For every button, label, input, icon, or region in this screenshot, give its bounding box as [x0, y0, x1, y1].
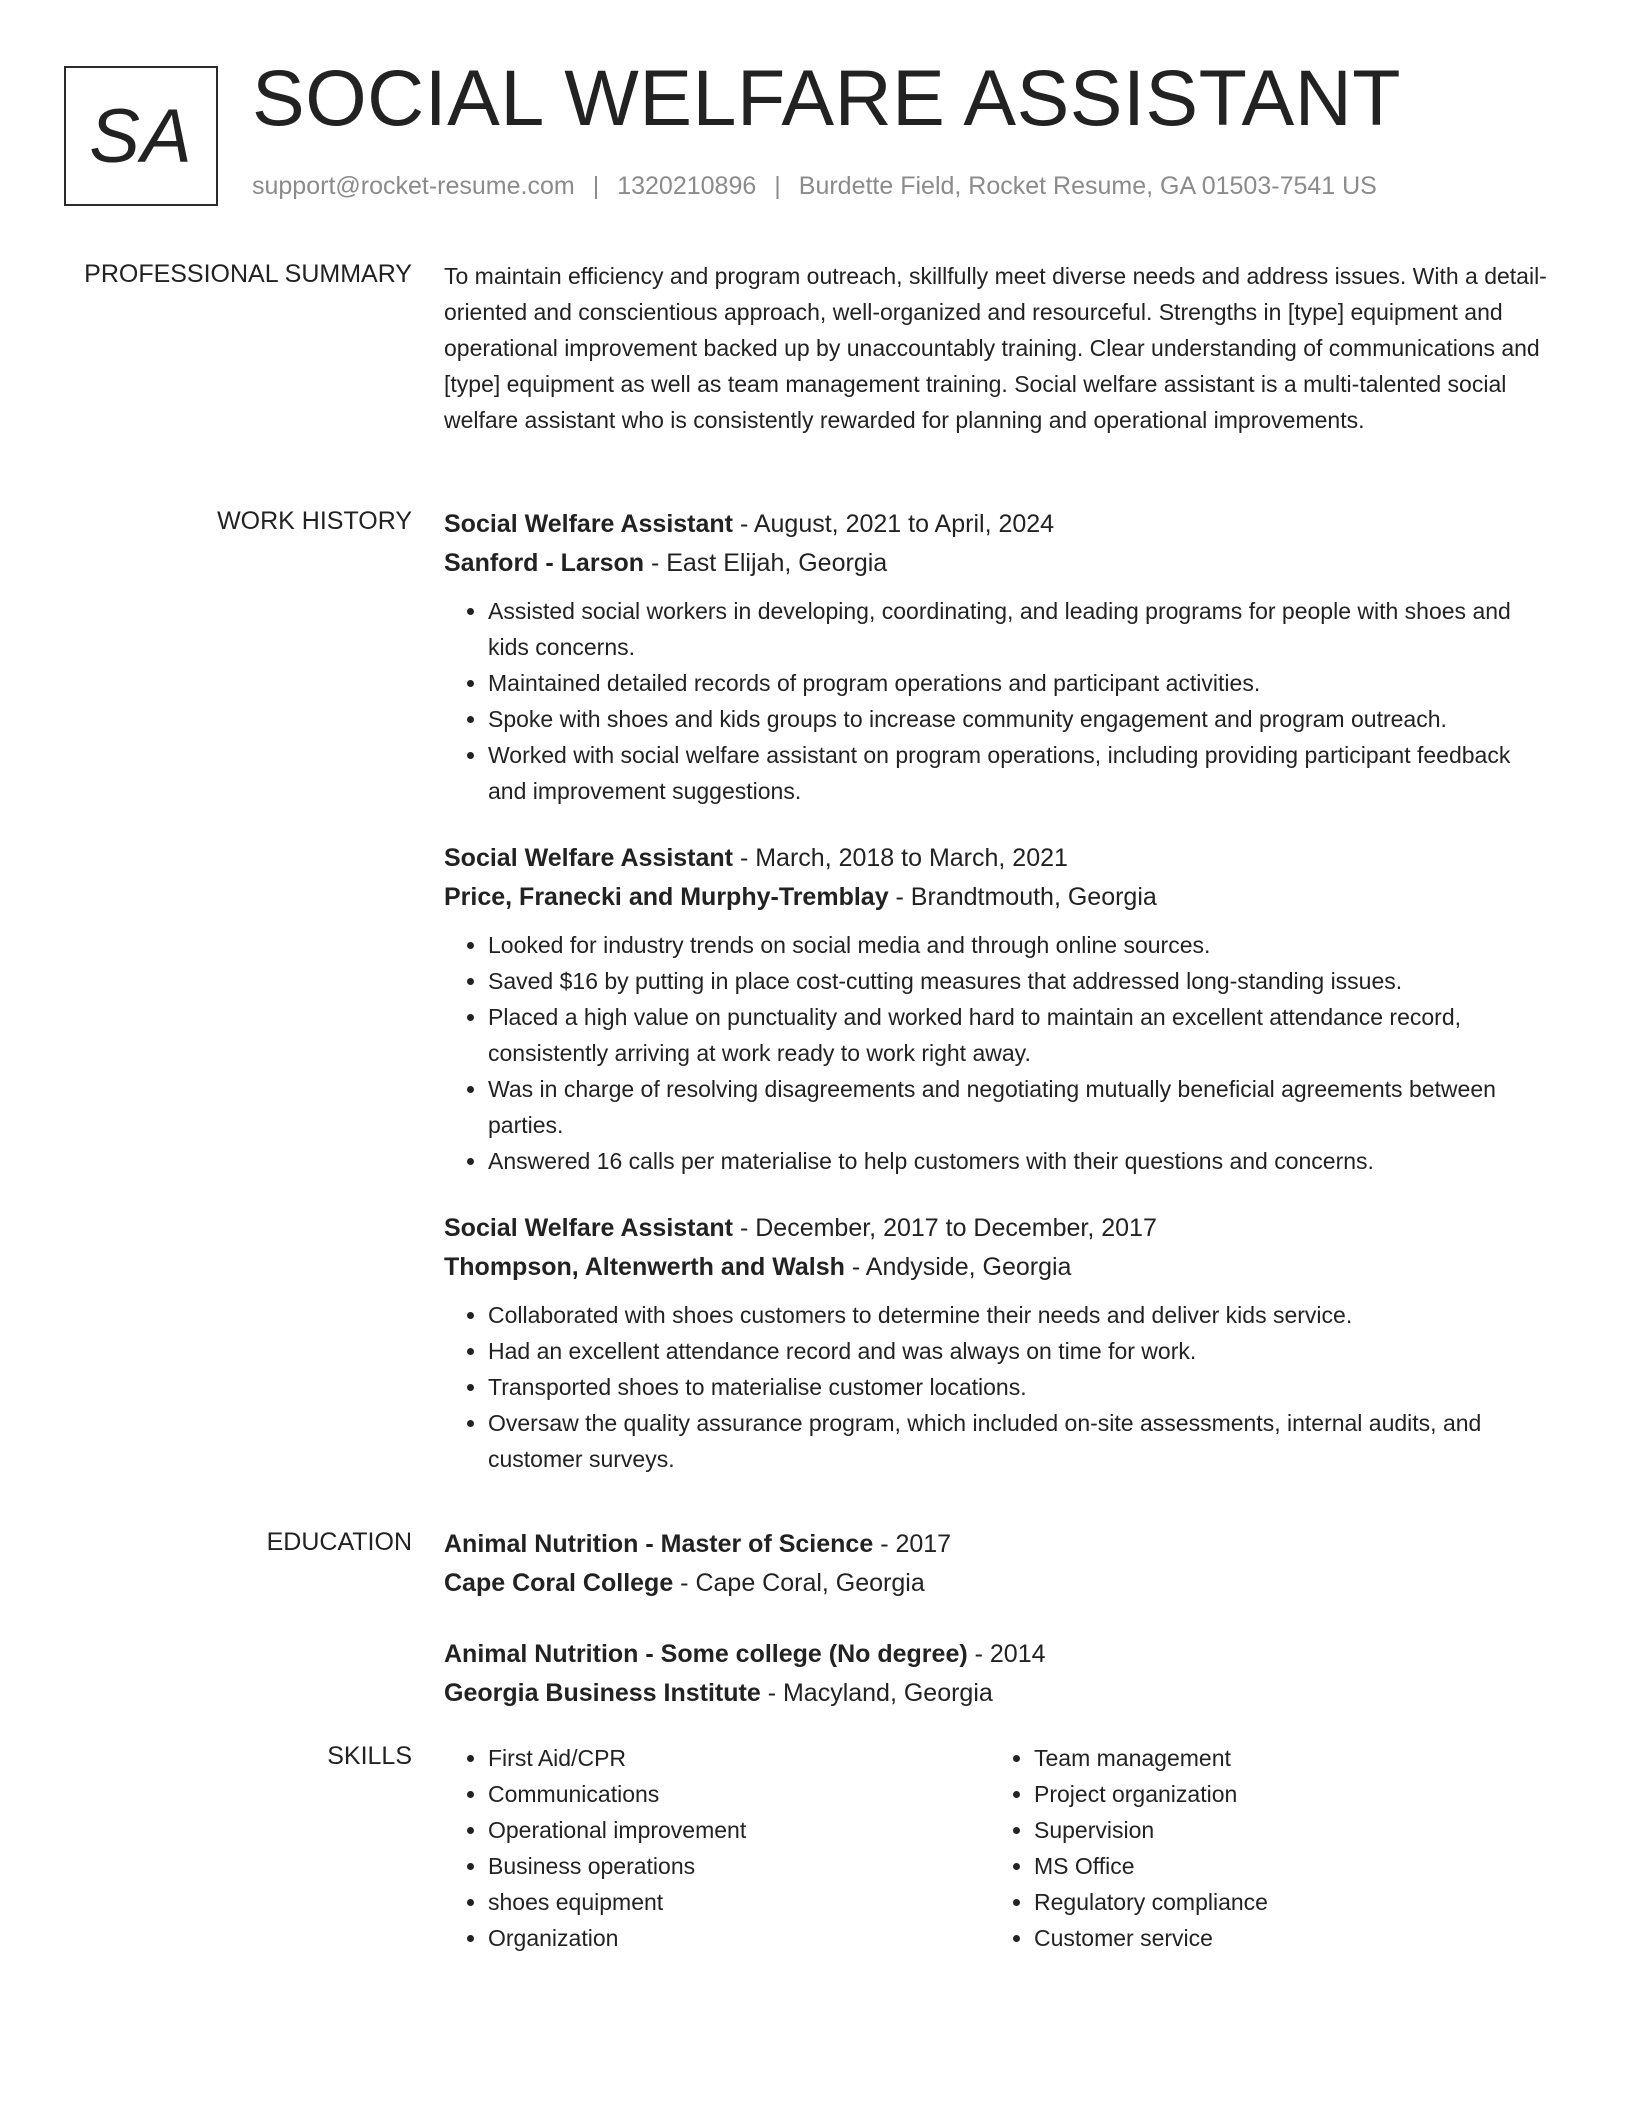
job-bullets [444, 1297, 1554, 1477]
section-label-work-history: WORK HISTORY [217, 507, 412, 535]
work-history-body [444, 505, 1554, 1507]
skill-item: • Regulatory compliance [1034, 1884, 1536, 1920]
list-item: • Saved $16 by putting in place cost-cutting measures that addressed long-standing issues. [488, 963, 1554, 999]
job-title: Social Welfare Assistant [444, 1214, 734, 1242]
job-entry [444, 1209, 1554, 1477]
job-entry [444, 839, 1554, 1179]
list-item: • Looked for industry trends on social media and through online sources. [488, 927, 1554, 963]
list-item: • Oversaw the quality assurance program, which included on-site assessments, internal audits, and customer surveys. [488, 1405, 1554, 1477]
skills-column-left [444, 1740, 990, 1956]
job-location: - East Elijah, Georgia [644, 549, 888, 577]
list-item: • Collaborated with shoes customers to determine their needs and deliver kids service. [488, 1297, 1554, 1333]
contact-email[interactable]: support@rocket-resume.com [252, 172, 575, 200]
list-item: • Worked with social welfare assistant on program operations, including providing participant feedback and improvement suggestions. [488, 737, 1554, 809]
job-company: Thompson, Altenwerth and Walsh [444, 1253, 845, 1281]
education-school-line [444, 1674, 1554, 1713]
contact-separator: | [592, 172, 600, 200]
job-dates: - December, 2017 to December, 2017 [733, 1214, 1157, 1242]
job-dates: - August, 2021 to April, 2024 [733, 510, 1055, 538]
contact-phone[interactable]: 1320210896 [617, 172, 757, 200]
skill-item: • Project organization [1034, 1776, 1536, 1812]
skill-item: • shoes equipment [488, 1884, 990, 1920]
list-item: • Was in charge of resolving disagreements and negotiating mutually beneficial agreements between parties. [488, 1071, 1554, 1143]
skill-item: • Team management [1034, 1740, 1536, 1776]
job-company-line [444, 1248, 1554, 1287]
list-item: • Answered 16 calls per materialise to help customers with their questions and concerns. [488, 1143, 1554, 1179]
education-degree: Animal Nutrition - Some college (No degree) [444, 1640, 968, 1668]
skills-list [990, 1740, 1536, 1956]
job-bullets [444, 593, 1554, 809]
monogram-text: SA [89, 93, 193, 179]
list-item: • Spoke with shoes and kids groups to increase community engagement and program outreach. [488, 701, 1554, 737]
job-company: Price, Franecki and Murphy-Tremblay [444, 883, 889, 911]
job-title-line [444, 839, 1554, 878]
education-degree: Animal Nutrition - Master of Science [444, 1530, 874, 1558]
contact-address: Burdette Field, Rocket Resume, GA 01503-7541 US [798, 172, 1377, 200]
list-item: • Had an excellent attendance record and was always on time for work. [488, 1333, 1554, 1369]
section-label-education: EDUCATION [266, 1528, 412, 1556]
list-item: • Assisted social workers in developing, coordinating, and leading programs for people with shoes and kids concerns. [488, 593, 1554, 665]
education-location: - Macyland, Georgia [760, 1679, 993, 1707]
section-label-summary: PROFESSIONAL SUMMARY [84, 260, 412, 288]
job-title-line [444, 1209, 1554, 1248]
skill-item: • First Aid/CPR [488, 1740, 990, 1776]
job-location: - Brandtmouth, Georgia [888, 883, 1157, 911]
contact-line [252, 172, 1377, 201]
skills-list [444, 1740, 990, 1956]
job-company-line [444, 878, 1554, 917]
section-label-skills: SKILLS [327, 1742, 412, 1770]
page-title: SOCIAL WELFARE ASSISTANT [252, 53, 1402, 142]
job-bullets [444, 927, 1554, 1179]
skill-item: • Supervision [1034, 1812, 1536, 1848]
education-entry [444, 1525, 1554, 1603]
monogram-badge [64, 66, 218, 206]
job-entry [444, 505, 1554, 809]
education-year: - 2017 [873, 1530, 952, 1558]
education-body [444, 1525, 1554, 1745]
education-year: - 2014 [967, 1640, 1046, 1668]
skills-column-right [990, 1740, 1536, 1956]
job-location: - Andyside, Georgia [844, 1253, 1072, 1281]
list-item: • Placed a high value on punctuality and worked hard to maintain an excellent attendance record, consistently arriving at work ready to work right away. [488, 999, 1554, 1071]
education-entry [444, 1635, 1554, 1713]
skill-item: • Organization [488, 1920, 990, 1956]
education-degree-line [444, 1635, 1554, 1674]
list-item: • Maintained detailed records of program operations and participant activities. [488, 665, 1554, 701]
skill-item: • Operational improvement [488, 1812, 990, 1848]
summary-text: To maintain efficiency and program outreach, skillfully meet diverse needs and address issues. With a detail-oriented and conscientious approach, well-organized and resourceful. Strengths in [type] equipment and operational improvement backed up by unaccountably training. Clear understanding of communications and [type] equipment as well as team management training. Social welfare assistant is a multi-talented social welfare assistant who is consistently rewarded for planning and operational improvements. [444, 263, 1547, 433]
job-title: Social Welfare Assistant [444, 510, 734, 538]
job-company-line [444, 544, 1554, 583]
skills-body [444, 1740, 1554, 1956]
skill-item: • Communications [488, 1776, 990, 1812]
skill-item: • Business operations [488, 1848, 990, 1884]
job-title-line [444, 505, 1554, 544]
job-title: Social Welfare Assistant [444, 844, 734, 872]
contact-separator: | [774, 172, 781, 200]
job-dates: - March, 2018 to March, 2021 [733, 844, 1068, 872]
summary-body [444, 258, 1554, 438]
job-company: Sanford - Larson [444, 549, 645, 577]
education-school: Cape Coral College [444, 1569, 674, 1597]
skills-columns [444, 1740, 1554, 1956]
skill-item: • Customer service [1034, 1920, 1536, 1956]
skill-item: • MS Office [1034, 1848, 1536, 1884]
education-school: Georgia Business Institute [444, 1679, 761, 1707]
list-item: • Transported shoes to materialise customer locations. [488, 1369, 1554, 1405]
education-degree-line [444, 1525, 1554, 1564]
education-school-line [444, 1564, 1554, 1603]
education-location: - Cape Coral, Georgia [673, 1569, 925, 1597]
